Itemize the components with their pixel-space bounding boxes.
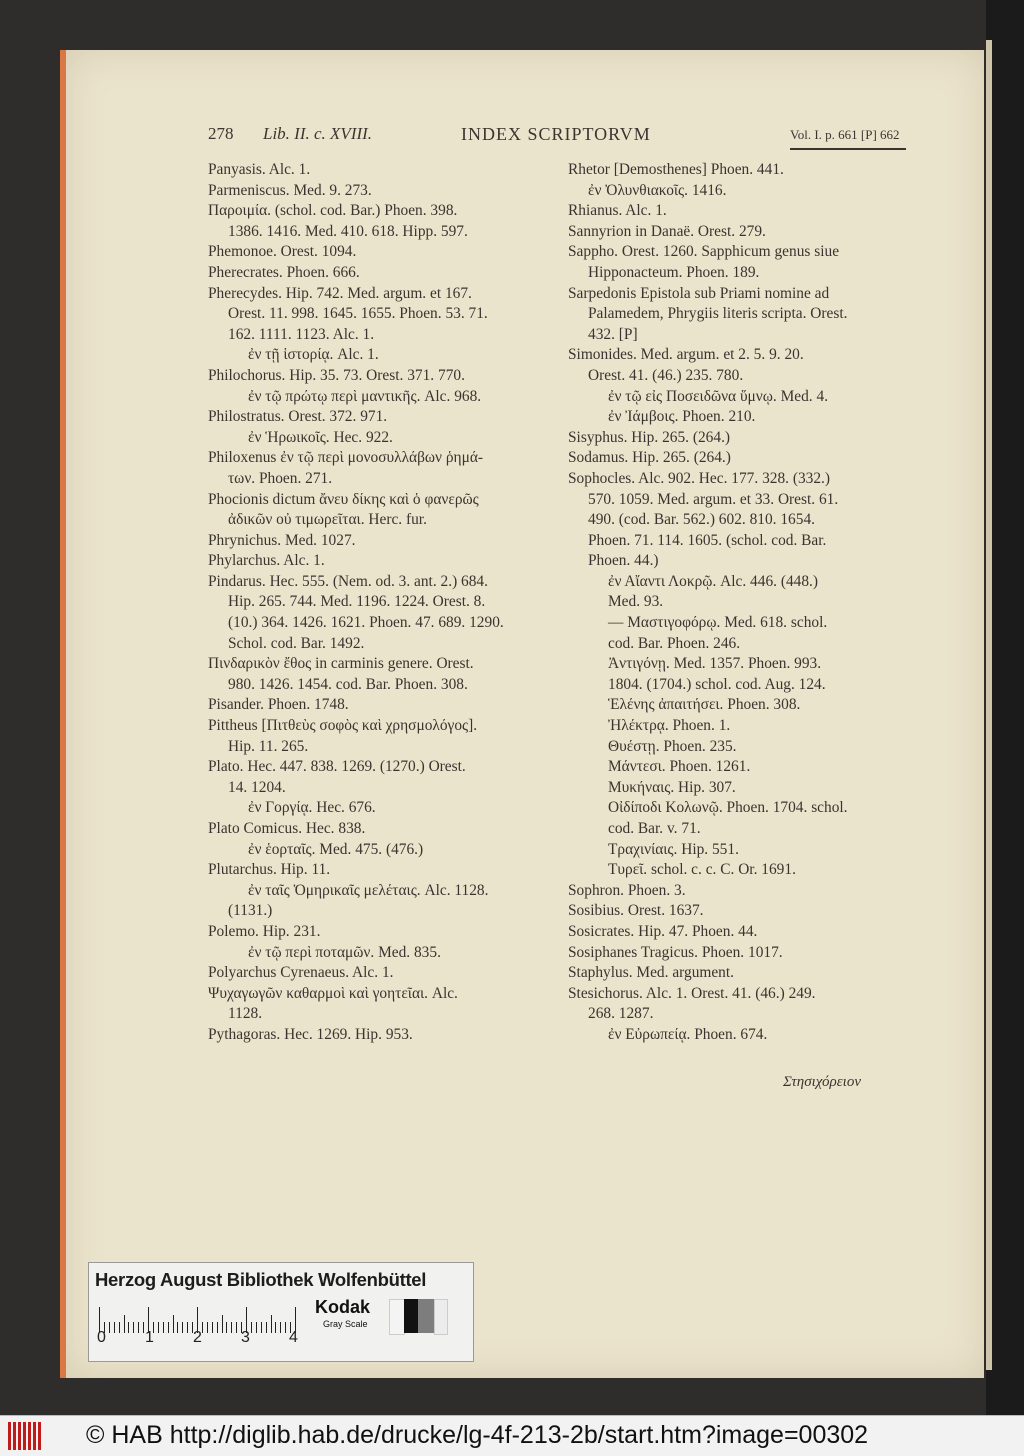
page-number: 278 [208,124,234,143]
index-entry-line: Med. 93. [608,593,664,611]
index-entry-line: 162. 1111. 1123. Alc. 1. [228,325,375,343]
ruler-tick [138,1322,139,1333]
index-entry-line: Rhianus. Alc. 1. [568,202,667,220]
index-entry-line: (10.) 364. 1426. 1621. Phoen. 47. 689. 1290. [228,614,504,632]
index-entry-line: ἐν τῷ πρώτῳ περὶ μαντικῆς. Alc. 968. [248,387,482,405]
index-entry-line: cod. Bar. Phoen. 246. [608,634,741,652]
footer-bar [0,1415,1024,1456]
index-entry-line: 14. 1204. [228,778,286,796]
index-entry-line: (1131.) [228,902,273,920]
index-entry-line: Hipponacteum. Phoen. 189. [588,263,760,281]
color-scale-card [88,1262,474,1362]
index-entry-line: ἀδικῶν οὐ τιμωρεῖται. Herc. fur. [228,511,427,529]
index-entry-line: Schol. cod. Bar. 1492. [228,634,365,652]
index-entry-line: Sosicrates. Hip. 47. Phoen. 44. [568,922,758,940]
index-entry-line: Polemo. Hip. 231. [208,922,321,940]
index-entry-line: Ψυχαγωγῶν καθαρμοὶ καὶ γοητεῖαι. Alc. [208,984,458,1002]
index-entry-line: cod. Bar. v. 71. [608,820,701,837]
ruler-tick [114,1322,115,1333]
ruler-tick [143,1322,144,1333]
index-entry-line: Staphylus. Med. argument. [568,964,735,982]
index-entry-line: Pherecydes. Hip. 742. Med. argum. et 167. [208,284,472,302]
ruler-tick [133,1322,134,1333]
logo-bar [13,1422,16,1450]
index-entry-line: ἐν Γοργίᾳ. Hec. 676. [248,799,376,817]
ruler-tick [226,1322,227,1333]
index-entry-line: Hip. 265. 744. Med. 1196. 1224. Orest. 8. [228,593,486,611]
ruler-number: 2 [193,1329,202,1346]
index-entry-line: 1386. 1416. Med. 410. 618. Hipp. 597. [228,222,468,240]
index-entry-line: Simonides. Med. argum. et 2. 5. 9. 20. [568,346,804,364]
index-entry-line: Παροιμία. (schol. cod. Bar.) Phoen. 398. [208,202,458,220]
index-entry-line: 1804. (1704.) schol. cod. Aug. 124. [608,675,826,693]
ruler-tick [128,1322,129,1333]
index-entry-line: ἐν ταῖς Ὁμηρικαῖς μελέταις. Alc. 1128. [248,881,489,899]
ruler-tick [124,1315,125,1333]
ruler-tick [280,1322,281,1333]
index-entry-line: Orest. 11. 998. 1645. 1655. Phoen. 53. 71. [228,305,488,323]
ruler-number: 1 [145,1329,154,1346]
index-entry-line: Orest. 41. (46.) 235. 780. [588,366,744,384]
index-entry-line: Sisyphus. Hip. 265. (264.) [568,428,731,446]
index-entry-line: Palamedem, Phrygiis literis scripta. Orest. [588,305,848,323]
logo-bar [18,1422,21,1450]
book-reference: Lib. II. c. XVIII. [263,124,373,143]
index-entry-line: Οἰδίποδι Κολωνῷ. Phoen. 1704. schol. [608,799,848,817]
ruler-tick [207,1322,208,1333]
index-entry-line: ἐν Εὐρωπείᾳ. Phoen. 674. [608,1025,768,1043]
ruler-tick [212,1322,213,1333]
index-entry-line: Phrynichus. Med. 1027. [208,531,356,549]
index-entry-line: Pythagoras. Hec. 1269. Hip. 953. [208,1025,413,1043]
index-entry-line: Τυρεῖ. schol. c. c. C. Or. 1691. [608,861,796,879]
index-entry-line: Phoen. 71. 114. 1605. (schol. cod. Bar. [588,531,827,549]
gray-patch-light [434,1299,448,1335]
index-entry-line: Plutarchus. Hip. 11. [208,861,331,879]
page-header [208,124,908,150]
index-entry-line: Hip. 11. 265. [228,737,309,755]
ruler-tick [236,1322,237,1333]
index-entry-line: Pittheus [Πιτθεὺς σοφὸς καὶ χρησμολόγος]. [208,717,478,735]
logo-bar [28,1422,31,1450]
ruler-number: 3 [241,1329,250,1346]
index-entry-line: Phoen. 44.) [588,552,659,570]
ruler-tick [271,1315,272,1333]
index-entry-line: 268. 1287. [588,1005,654,1023]
index-entry-line: ἐν ἑορταῖς. Med. 475. (476.) [248,840,424,858]
ruler-number: 0 [97,1329,106,1346]
ruler-tick [217,1322,218,1333]
index-entry-line: 1128. [228,1005,263,1023]
measurement-ruler [99,1299,301,1333]
index-entry-line: Τραχινίαις. Hip. 551. [608,840,739,858]
kodak-subtitle: Gray Scale [323,1319,368,1329]
index-entry-line: Sarpedonis Epistola sub Priami nomine ad [568,284,830,302]
index-entry-line: Phocionis dictum ἄνευ δίκης καὶ ὁ φανερῶς [208,490,479,508]
ruler-tick [158,1322,159,1333]
index-entry-line: Θυέστῃ. Phoen. 235. [608,737,737,755]
index-entry-line: Sosiphanes Tragicus. Phoen. 1017. [568,943,783,961]
index-entry-line: των. Phoen. 271. [228,469,333,487]
index-entry-line: Sophocles. Alc. 902. Hec. 177. 328. (332.) [568,469,831,487]
header-rule [790,148,906,150]
ruler-tick [261,1322,262,1333]
gray-patch-black [404,1299,418,1333]
index-entry-line: ἐν Ἡρωικοῖς. Hec. 922. [248,428,393,446]
ruler-tick [177,1322,178,1333]
index-entry-line: Ἠλέκτρᾳ. Phoen. 1. [608,717,731,735]
index-entry-line: Phylarchus. Alc. 1. [208,552,325,570]
index-entry-line: Philochorus. Hip. 35. 73. Orest. 371. 770. [208,366,465,384]
ruler-tick [163,1322,164,1333]
index-entry-line: Sappho. Orest. 1260. Sapphicum genus siue [568,243,840,261]
index-entry-line: Pherecrates. Phoen. 666. [208,263,360,281]
ruler-tick [182,1322,183,1333]
index-entry-line: ἐν τῷ περὶ ποταμῶν. Med. 835. [248,943,441,961]
volume-reference: Vol. I. p. 661 [P] 662 [790,127,900,142]
footer-copyright-link[interactable]: © HAB http://diglib.hab.de/drucke/lg-4f-213-2b/start.htm?image=00302 [86,1421,869,1449]
index-entry-line: Πινδαρικὸν ἔθος in carminis genere. Orest. [208,655,474,673]
index-entry-line: Sosibius. Orest. 1637. [568,902,704,920]
index-entry-line: Plato Comicus. Hec. 838. [208,820,366,837]
index-entry-line: ἐν Ὀλυνθιακοῖς. 1416. [588,181,727,199]
kodak-logo: Kodak [315,1297,371,1317]
ruler-tick [119,1322,120,1333]
index-entry-line: Pindarus. Hec. 555. (Nem. od. 3. ant. 2.) 684. [208,572,488,590]
index-entry-line: Philostratus. Orest. 372. 971. [208,408,388,426]
ruler-tick [187,1322,188,1333]
index-entry-line: 570. 1059. Med. argum. et 33. Orest. 61. [588,490,839,508]
ruler-number: 4 [289,1329,298,1346]
index-entry-line: ἐν Ἰάμβοις. Phoen. 210. [608,408,756,426]
gray-patch-white [389,1299,405,1335]
library-name: Herzog August Bibliothek Wolfenbüttel [95,1269,427,1290]
logo-bar [8,1422,11,1450]
index-entry-line: Sophron. Phoen. 3. [568,881,686,899]
index-entry-line: Sannyrion in Danaë. Orest. 279. [568,222,766,240]
index-entry-line: Polyarchus Cyrenaeus. Alc. 1. [208,964,394,982]
page-title: INDEX SCRIPTORVM [461,124,651,144]
index-entry-line: Plato. Hec. 447. 838. 1269. (1270.) Orest. [208,758,466,776]
ruler-tick [202,1322,203,1333]
ruler-tick [256,1322,257,1333]
index-entry-line: — Μαστιγοφόρῳ. Med. 618. schol. [608,614,828,632]
ruler-tick [168,1322,169,1333]
index-entry-line: Ἀντιγόνῃ. Med. 1357. Phoen. 993. [608,655,822,673]
index-entry-line: Philoxenus ἐν τῷ περὶ μονοσυλλάβων ῥημά- [208,449,484,467]
index-entry-line: Pisander. Phoen. 1748. [208,696,349,714]
index-column-left [208,160,553,1046]
catchword: Στησιχόρειον [783,1074,861,1090]
index-entry-line: Μυκήναις. Hip. 307. [608,778,736,796]
ruler-tick [251,1322,252,1333]
hab-logo-icon [8,1422,46,1450]
ruler-tick [173,1315,174,1333]
index-entry-line: Ἑλένης ἀπαιτήσει. Phoen. 308. [608,696,801,714]
logo-bar [38,1422,41,1450]
ruler-tick [222,1315,223,1333]
gray-patch-mid [418,1299,434,1333]
ruler-tick [231,1322,232,1333]
scan-right-edge [986,0,1024,1415]
page-edge [986,40,992,1370]
index-entry-line: 490. (cod. Bar. 562.) 602. 810. 1654. [588,511,815,529]
index-entry-line: Phemonoe. Orest. 1094. [208,243,357,261]
index-entry-line: Panyasis. Alc. 1. [208,161,311,178]
ruler-tick [275,1322,276,1333]
index-entry-line: Μάντεσι. Phoen. 1261. [608,758,751,776]
ruler-tick [285,1322,286,1333]
index-entry-line: Parmeniscus. Med. 9. 273. [208,181,372,199]
index-entry-line: 432. [P] [588,325,638,343]
index-entry-line: Stesichorus. Alc. 1. Orest. 41. (46.) 249. [568,984,816,1002]
index-entry-line: ἐν τῷ εἰς Ποσειδῶνα ὕμνῳ. Med. 4. [608,387,829,405]
index-entry-line: Rhetor [Demosthenes] Phoen. 441. [568,161,784,178]
index-entry-line: ἐν Αἴαντι Λοκρῷ. Alc. 446. (448.) [608,572,819,590]
index-column-right [568,160,910,1046]
index-entry-line: Sodamus. Hip. 265. (264.) [568,449,731,467]
logo-bar [33,1422,36,1450]
index-entry-line: 980. 1426. 1454. cod. Bar. Phoen. 308. [228,675,468,693]
logo-bar [23,1422,26,1450]
ruler-tick [266,1322,267,1333]
index-entry-line: ἐν τῇ ἱστορίᾳ. Alc. 1. [248,346,379,364]
ruler-tick [109,1322,110,1333]
